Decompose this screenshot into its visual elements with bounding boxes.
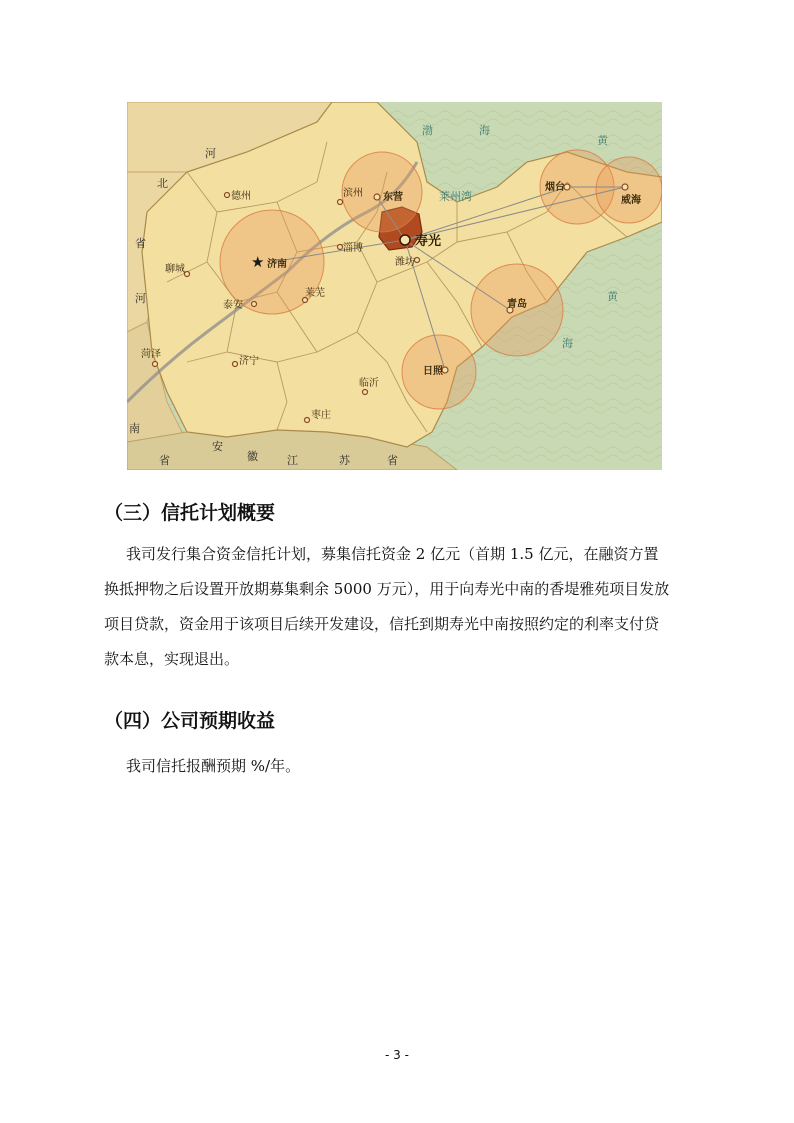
paragraph-line: 项目贷款，资金用于该项目后续开发建设，信托到期寿光中南按照约定的利率支付贷 — [104, 615, 660, 633]
svg-text:黄: 黄 — [597, 134, 608, 147]
svg-text:威海: 威海 — [621, 195, 641, 206]
city-label-shouguang: 寿光 — [415, 234, 442, 249]
weihai-circle — [596, 157, 662, 223]
paragraph-line: 款本息，实现退出。 — [104, 650, 240, 668]
svg-text:莱芜: 莱芜 — [305, 288, 325, 299]
svg-text:江: 江 — [287, 454, 298, 467]
capital-star-icon: ★ — [251, 253, 265, 271]
page-number: - 3 - — [385, 1048, 409, 1062]
svg-text:海: 海 — [479, 124, 490, 137]
svg-text:河: 河 — [205, 147, 216, 160]
svg-text:潍坊: 潍坊 — [395, 257, 415, 268]
svg-text:烟台: 烟台 — [545, 182, 565, 193]
svg-text:河: 河 — [135, 292, 146, 305]
svg-text:德州: 德州 — [231, 191, 251, 202]
svg-text:省: 省 — [387, 454, 398, 467]
paragraph-line: 我司信托报酬预期 %/年。 — [126, 757, 301, 775]
qingdao-circle — [471, 264, 563, 356]
svg-text:泰安: 泰安 — [223, 300, 243, 311]
svg-text:安: 安 — [212, 440, 223, 453]
svg-text:海: 海 — [562, 337, 573, 350]
section4-paragraph — [104, 749, 696, 784]
section3-title: （三）信托计划概要 — [104, 502, 276, 524]
svg-text:东营: 东营 — [383, 192, 403, 203]
svg-text:淄博: 淄博 — [343, 243, 363, 254]
svg-text:莱州湾: 莱州湾 — [439, 190, 472, 203]
svg-text:枣庄: 枣庄 — [311, 410, 331, 421]
shandong-map — [127, 102, 662, 470]
svg-text:苏: 苏 — [339, 454, 350, 467]
svg-text:日照: 日照 — [423, 366, 443, 377]
city-label-jinan: 济南 — [267, 259, 287, 270]
svg-text:青岛: 青岛 — [507, 299, 527, 310]
paragraph-line: 我司发行集合资金信托计划，募集信托资金 2 亿元（首期 1.5 亿元，在融资方置 — [126, 545, 659, 563]
svg-text:聊城: 聊城 — [165, 264, 185, 275]
svg-text:南: 南 — [129, 422, 140, 435]
section3-paragraph — [104, 537, 696, 677]
svg-text:渤: 渤 — [422, 124, 433, 137]
paragraph-line: 换抵押物之后设置开放期募集剩余 5000 万元），用于向寿光中南的香堤雅苑项目发放 — [104, 580, 670, 598]
svg-text:临沂: 临沂 — [359, 378, 379, 389]
svg-text:北: 北 — [157, 177, 168, 190]
svg-text:省: 省 — [159, 454, 170, 467]
svg-text:黄: 黄 — [607, 290, 618, 303]
svg-text:济宁: 济宁 — [239, 356, 259, 367]
svg-text:滨州: 滨州 — [343, 188, 363, 199]
svg-text:省: 省 — [135, 237, 146, 250]
section4-title: （四）公司预期收益 — [104, 710, 276, 732]
svg-text:菏泽: 菏泽 — [141, 349, 161, 360]
svg-text:徽: 徽 — [247, 450, 258, 463]
